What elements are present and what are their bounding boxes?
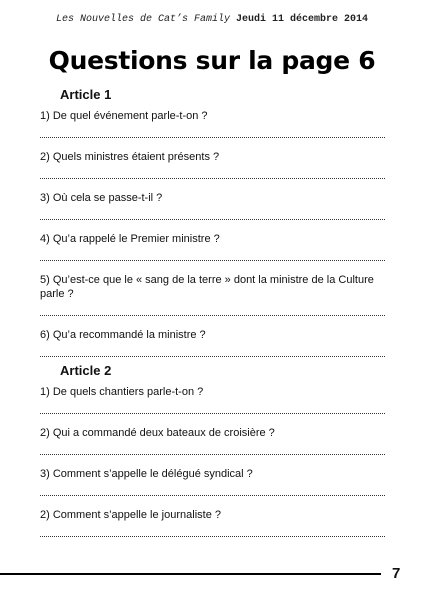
page-title: Questions sur la page 6 [48,46,376,75]
question-item [40,109,385,138]
question-item [40,273,385,316]
question-text: 3) Comment s’appelle le délégué syndical ? [40,468,253,480]
answer-line[interactable] [40,309,385,316]
question-item [40,426,385,455]
page-header [0,14,424,25]
question-text: 1) De quels chantiers parle-t-on ? [40,386,204,398]
article-2-section [40,362,385,549]
answer-line[interactable] [40,172,385,179]
question-text: 5) Qu’est-ce que le « sang de la terre » dont la ministre de la Culture parle ? [40,274,374,300]
question-item [40,191,385,220]
question-item [40,385,385,414]
question-text: 3) Où cela se passe-t-il ? [40,192,163,204]
answer-line[interactable] [40,407,385,414]
question-text: 1) De quel événement parle-t-on ? [40,110,208,122]
answer-line[interactable] [40,213,385,220]
question-item [40,232,385,261]
article-1-section [40,86,385,369]
answer-line[interactable] [40,350,385,357]
publication-name: Les Nouvelles de Cat’s Family [55,14,230,25]
answer-line[interactable] [40,254,385,261]
question-item [40,150,385,179]
answer-line[interactable] [40,131,385,138]
issue-date: Jeudi 11 décembre 2014 [236,14,369,25]
page-number: 7 [392,565,401,582]
article-title: Article 2 [60,363,112,378]
answer-line[interactable] [40,489,385,496]
article-title: Article 1 [60,87,112,102]
question-item [40,467,385,496]
question-text: 4) Qu’a rappelé le Premier ministre ? [40,233,220,245]
footer-rule [0,573,381,575]
answer-line[interactable] [40,530,385,537]
question-item [40,508,385,537]
answer-line[interactable] [40,448,385,455]
question-text: 6) Qu’a recommandé la ministre ? [40,329,206,341]
question-text: 2) Comment s’appelle le journaliste ? [40,509,221,521]
question-text: 2) Qui a commandé deux bateaux de croisière ? [40,427,275,439]
question-text: 2) Quels ministres étaient présents ? [40,151,220,163]
question-item [40,328,385,357]
